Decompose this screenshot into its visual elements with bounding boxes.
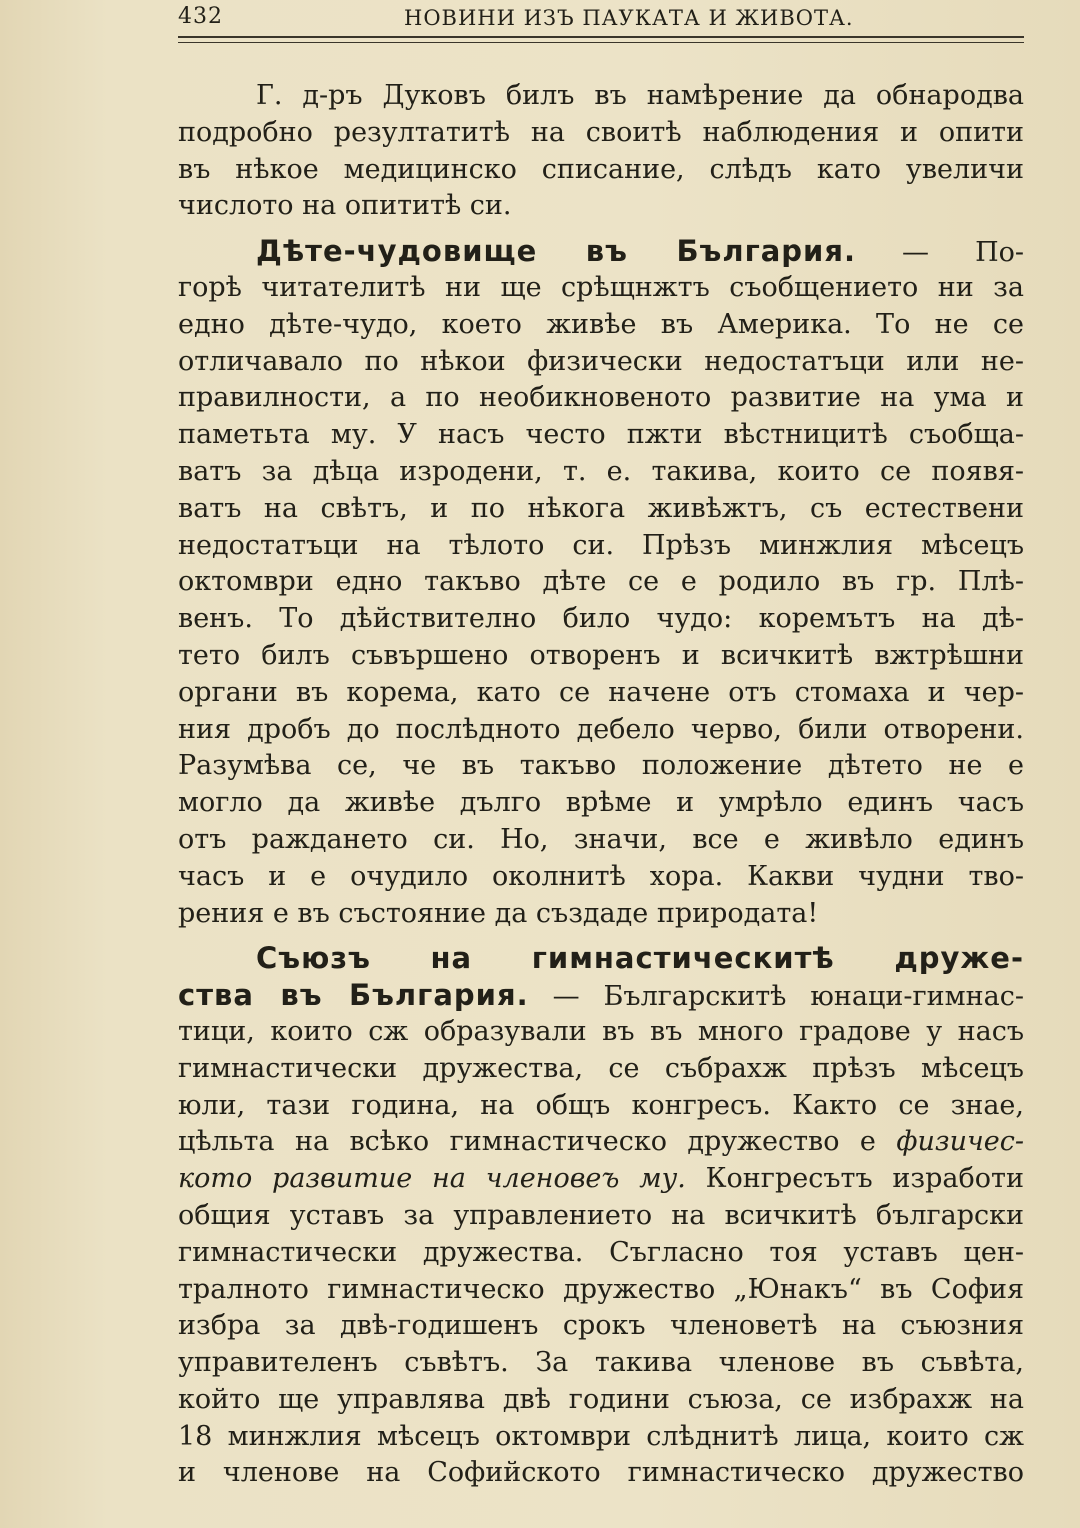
text-line: тето билъ съвършено отворенъ и всичкитѣ вжтрѣшни [178, 639, 1024, 671]
body-text [178, 78, 1024, 1492]
text-line [178, 940, 1024, 977]
text-line: ния дробъ до послѣдното дебело черво, били отворени. [178, 713, 1024, 745]
text-line: Разумѣва се, че въ такъво положение дѣтето не е [178, 750, 1024, 782]
text-line: отличавало по нѣкои физически недостатъци или не- [178, 345, 1024, 377]
text-line: избра за двѣ-годишенъ срокъ членоветѣ на съюзния [178, 1310, 1024, 1342]
text-line: горѣ читателитѣ ни ще срѣщнжтъ съобщението ни за [178, 271, 1024, 303]
text-fragment: — Българскитѣ юнаци-гимнас- [552, 981, 1024, 1013]
italic-fragment: кото развитие на членовеъ му. [178, 1163, 686, 1195]
article-heading-continued: ства въ България. [178, 978, 529, 1013]
text-line: гимнастически дружества, се събрахж прѣзъ мѣсецъ [178, 1052, 1024, 1084]
text-line: ватъ за дѣца изродени, т. е. такива, които се появя- [178, 455, 1024, 487]
text-line: гимнастически дружества. Съгласно тоя уставъ цен- [178, 1236, 1024, 1268]
text-line: и членове на Софийското гимнастическо дружество [178, 1457, 1024, 1489]
italic-fragment: физичес- [896, 1126, 1024, 1158]
running-header [178, 2, 1024, 32]
article-gymnastics-union [178, 940, 1024, 1492]
article-heading: Дѣте-чудовище въ България. [256, 234, 857, 269]
header-rule-bottom [178, 42, 1024, 43]
text-line: ватъ на свѣтъ, и по нѣкога живѣжтъ, съ естествени [178, 492, 1024, 524]
article-monster-child [178, 233, 1024, 932]
text-line: отъ раждането си. Но, значи, все е живѣло единъ [178, 823, 1024, 855]
text-line: подробно резултатитѣ на своитѣ наблюдения и опити [178, 116, 1024, 148]
text-line: паметьта му. У насъ често пжти вѣстницитѣ съобща- [178, 419, 1024, 451]
text-line: октомври едно такъво дѣте се е родило въ гр. Плѣ- [178, 566, 1024, 598]
text-line: едно дѣте-чудо, което живѣе въ Америка. То не се [178, 308, 1024, 340]
text-line: въ нѣкое медицинско списание, слѣдъ като увеличи [178, 153, 1024, 185]
article-heading: Съюзъ на гимнастическитѣ друже- [256, 941, 1024, 976]
text-line: правилности, а по необикновеното развитие на ума и [178, 382, 1024, 414]
text-line: числото на опититѣ си. [178, 190, 512, 222]
text-line: Г. д-ръ Дуковъ билъ въ намѣрение да обнародва [256, 80, 1024, 111]
text-line [178, 1161, 1024, 1198]
text-line: който ще управлява двѣ години съюза, се избрахж на [178, 1383, 1024, 1415]
text-line [178, 1124, 1024, 1161]
header-rule-top [178, 36, 1024, 38]
text-line: юли, тази година, на общъ конгресъ. Както се знае, [178, 1089, 1024, 1121]
text-line: могло да живѣе дълго врѣме и умрѣло единъ часъ [178, 787, 1024, 819]
text-line: 18 минжлия мѣсецъ октомври слѣднитѣ лица, които сж [178, 1420, 1024, 1452]
text-line: общия уставъ за управлението на всичкитѣ български [178, 1199, 1024, 1231]
text-fragment: цѣльта на всѣко гимнастическо дружество е [178, 1126, 876, 1158]
text-line: тралното гимнастическо дружество „Юнакъ“ въ София [178, 1273, 1024, 1305]
page-number: 432 [178, 4, 223, 29]
paragraph-doctor-dukov [178, 78, 1024, 225]
text-line: органи въ корема, като се начене отъ стомаха и чер- [178, 676, 1024, 708]
text-fragment: — По- [902, 237, 1024, 269]
text-line: управителенъ съвѣтъ. За такива членове въ съвѣта, [178, 1347, 1024, 1379]
text-line: недостатъци на тѣлото си. Прѣзъ минжлия мѣсецъ [178, 529, 1024, 561]
text-line: рения е въ състояние да създаде природата! [178, 897, 819, 929]
running-title: НОВИНИ ИЗЪ ПАУКАТА И ЖИВОТА. [404, 6, 854, 30]
text-line: часъ и е очудило околнитѣ хора. Какви чудни тво- [178, 860, 1024, 892]
text-line: тици, които сж образували въ въ много градове у насъ [178, 1015, 1024, 1047]
text-line [178, 977, 1024, 1014]
text-line [178, 233, 1024, 270]
text-line: венъ. То дѣйствително било чудо: коремътъ на дѣ- [178, 603, 1024, 635]
text-fragment: Конгресътъ изработи [705, 1163, 1024, 1195]
